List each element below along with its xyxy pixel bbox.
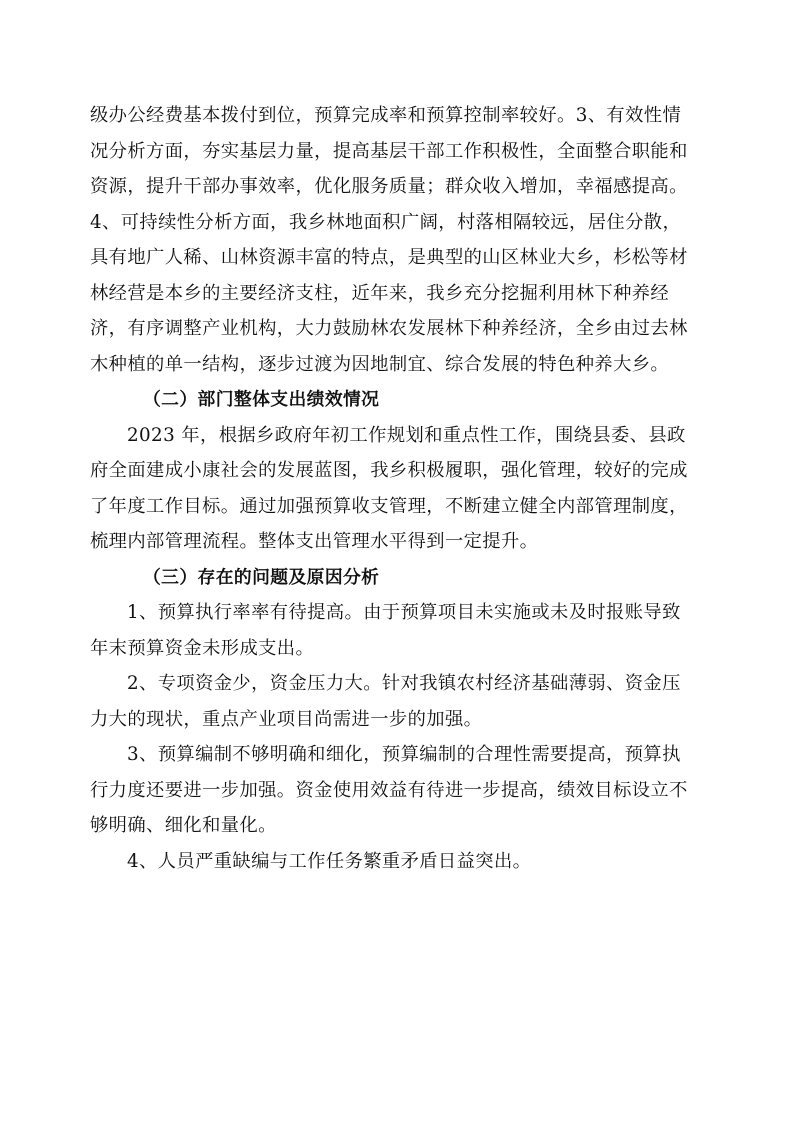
text-line: 2、专项资金少，资金压力大。针对我镇农村经济基础薄弱、资金压 bbox=[127, 673, 681, 694]
text-line: 林经营是本乡的主要经济支柱，近年来，我乡充分挖掘利用林下种养经 bbox=[90, 282, 670, 304]
text-line: 行力度还要进一步加强。资金使用效益有待进一步提高，绩效目标设立不 bbox=[90, 779, 688, 801]
paragraph-overall-expenditure bbox=[90, 418, 702, 560]
text-line: 府全面建成小康社会的发展蓝图，我乡积极履职，强化管理，较好的完成 bbox=[90, 460, 688, 481]
problem-item-3 bbox=[90, 737, 702, 844]
text-line: 具有地广人稀、山林资源丰富的特点，是典型的山区林业大乡，杉松等材 bbox=[90, 247, 688, 268]
text-line: 了年度工作目标。通过加强预算收支管理，不断建立健全内部管理制度， bbox=[90, 495, 688, 517]
text-line: 木种植的单一结构，逐步过渡为因地制宜、综合发展的特色种养大乡。 bbox=[90, 353, 670, 375]
text-line: 1、预算执行率率有待提高。由于预算项目未实施或未及时报账导致 bbox=[127, 602, 681, 623]
text-line: 3、预算编制不够明确和细化，预算编制的合理性需要提高，预算执 bbox=[127, 744, 681, 765]
text-line: 级办公经费基本拨付到位，预算完成率和预算控制率较好。3、有效性情 bbox=[90, 105, 682, 126]
text-line: 2023 年，根据乡政府年初工作规划和重点性工作，围绕县委、县政 bbox=[127, 424, 686, 446]
text-line: 况分析方面，夯实基层力量，提高基层干部工作积极性，全面整合职能和 bbox=[90, 140, 688, 162]
problem-item-4 bbox=[90, 844, 702, 880]
text-line: 4、人员严重缺编与工作任务繁重矛盾日益突出。 bbox=[127, 850, 532, 872]
text-line: 资源，提升干部办事效率，优化服务质量；群众收入增加，幸福感提高。 bbox=[90, 176, 688, 197]
text-line: 济，有序调整产业机构，大力鼓励林农发展林下种养经济，全乡由过去林 bbox=[90, 318, 688, 339]
text-line: 力大的现状，重点产业项目尚需进一步的加强。 bbox=[90, 708, 483, 730]
text-line: 年末预算资金未形成支出。 bbox=[90, 637, 315, 659]
problem-item-2 bbox=[90, 666, 702, 737]
section-heading-overall-expenditure: （二）部门整体支出绩效情况 bbox=[143, 389, 380, 410]
text-line: 4、可持续性分析方面，我乡林地面积广阔，村落相隔较远，居住分散， bbox=[90, 211, 682, 233]
problem-item-1 bbox=[90, 595, 702, 666]
paragraph-effectiveness-sustainability bbox=[90, 98, 702, 382]
text-line: 梳理内部管理流程。整体支出管理水平得到一定提升。 bbox=[90, 531, 539, 552]
text-line: 够明确、细化和量化。 bbox=[90, 815, 277, 836]
section-heading-problems: （三）存在的问题及原因分析 bbox=[143, 566, 380, 588]
document-body bbox=[90, 98, 702, 879]
